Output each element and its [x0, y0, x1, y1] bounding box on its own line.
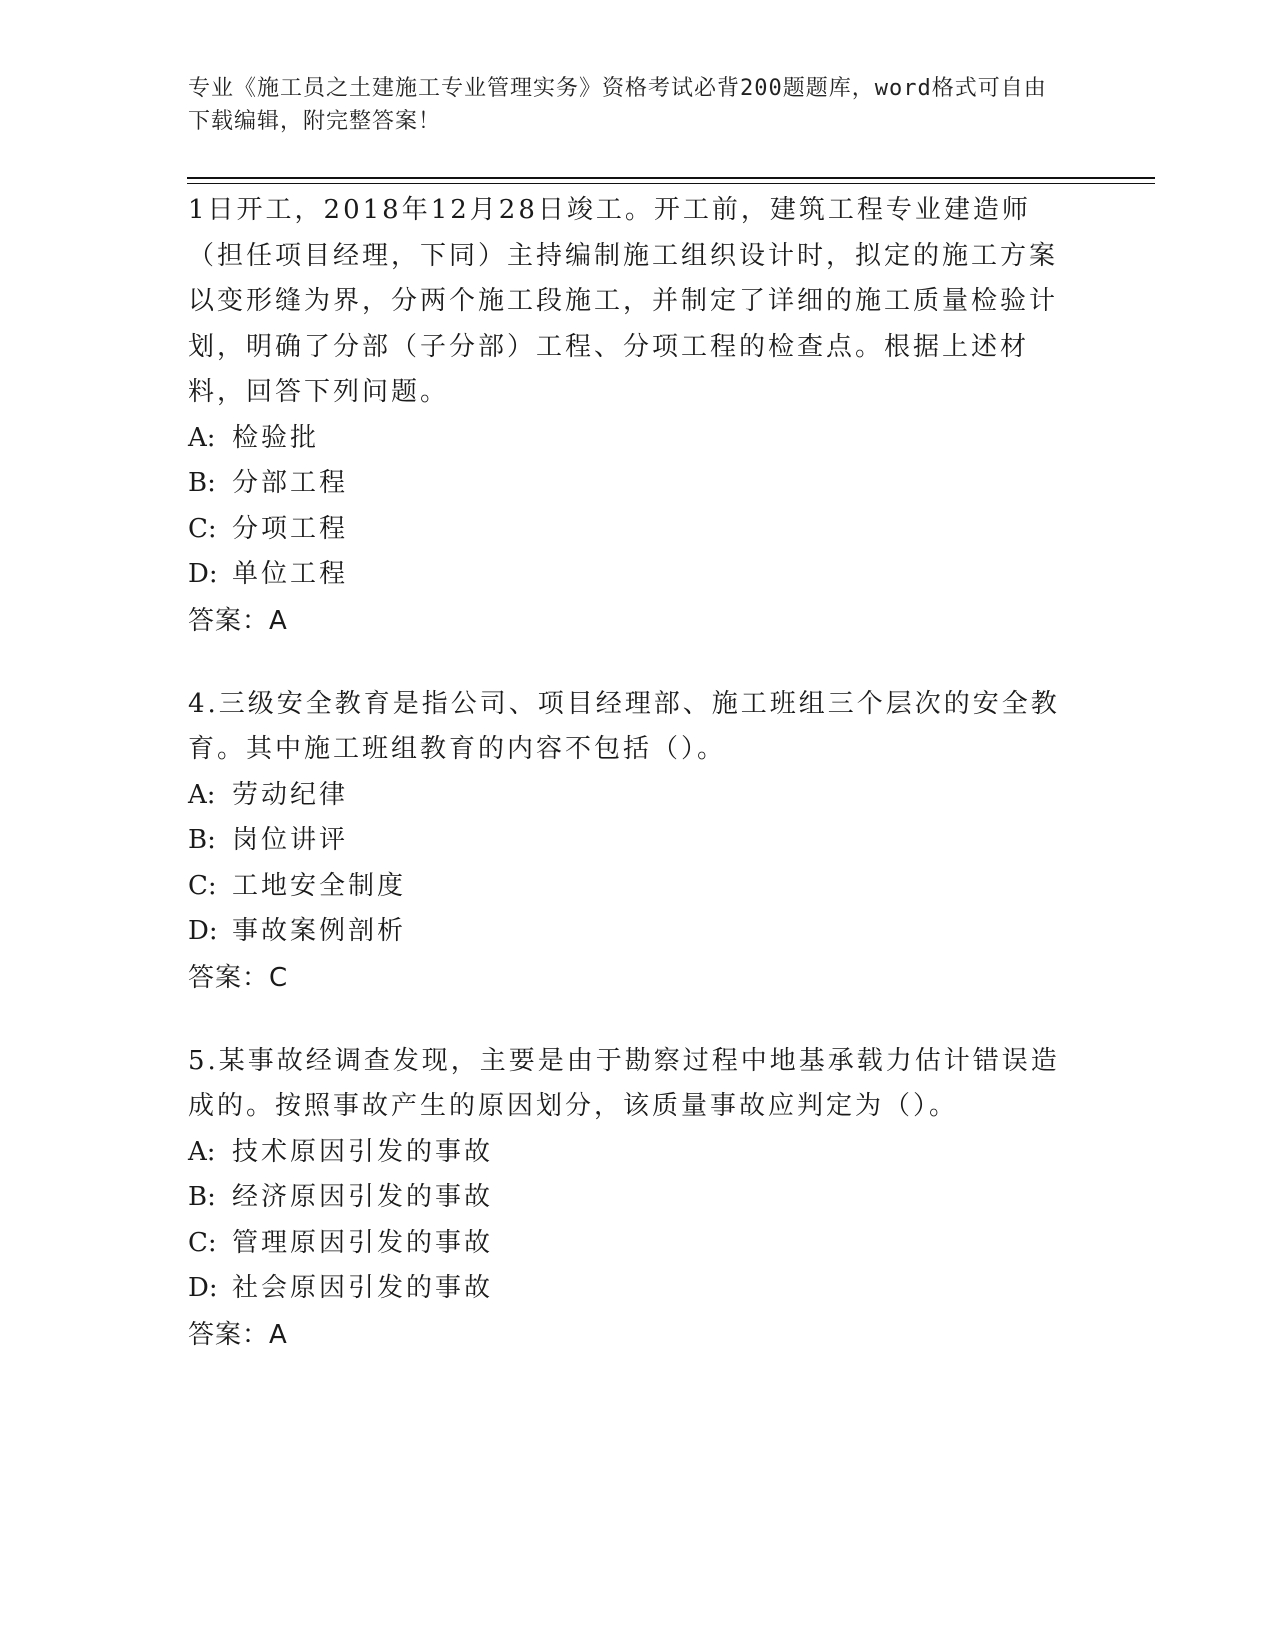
option-a: [188, 1130, 1068, 1176]
option-key: C:: [188, 1227, 217, 1258]
question-stem: 4.三级安全教育是指公司、项目经理部、施工班组三个层次的安全教育。其中施工班组教育的内容不包括（）。: [188, 688, 1060, 764]
option-c: [188, 1221, 1068, 1267]
answer-line: [188, 1312, 1068, 1358]
option-d: [188, 552, 1068, 598]
answer-value: A: [269, 1319, 288, 1350]
option-c: [188, 864, 1068, 910]
option-key: C:: [188, 870, 217, 901]
option-key: B:: [188, 1182, 216, 1212]
option-text: 单位工程: [232, 559, 349, 589]
option-d: [188, 909, 1068, 955]
option-key: A:: [188, 422, 216, 453]
option-a: [188, 416, 1068, 462]
option-text: 检验批: [232, 422, 320, 453]
option-a: [188, 773, 1068, 819]
header-divider-thick: [187, 177, 1155, 179]
question-stem: 5.某事故经调查发现，主要是由于勘察过程中地基承载力估计错误造成的。按照事故产生的原因划分，该质量事故应判定为（）。: [188, 1045, 1060, 1121]
option-d: [188, 1266, 1068, 1312]
option-c: [188, 507, 1068, 553]
answer-label: 答案：: [188, 962, 270, 993]
option-text: 工地安全制度: [232, 870, 407, 901]
answer-label: 答案：: [188, 1319, 270, 1350]
answer-value: C: [269, 962, 289, 993]
header-divider-thin: [187, 183, 1155, 184]
option-key: D:: [188, 916, 218, 946]
option-key: A:: [188, 779, 216, 810]
question-1: [188, 188, 1068, 644]
option-key: B:: [188, 825, 216, 855]
option-text: 岗位讲评: [232, 825, 349, 855]
question-5: [188, 1039, 1068, 1358]
option-text: 分部工程: [232, 468, 349, 498]
option-text: 分项工程: [232, 513, 349, 544]
option-key: D:: [188, 1273, 218, 1303]
answer-line: [188, 955, 1068, 1001]
option-b: [188, 1175, 1068, 1221]
option-text: 劳动纪律: [232, 779, 349, 810]
option-text: 事故案例剖析: [232, 916, 407, 946]
question-list: [188, 188, 1068, 1396]
option-key: A:: [188, 1136, 216, 1167]
page-header: 专业《施工员之土建施工专业管理实务》资格考试必背200题题库，word格式可自由下载编辑，附完整答案！: [188, 76, 1047, 134]
option-text: 管理原因引发的事故: [232, 1227, 494, 1258]
option-text: 经济原因引发的事故: [232, 1182, 494, 1212]
option-text: 社会原因引发的事故: [232, 1273, 494, 1303]
option-b: [188, 461, 1068, 507]
option-key: B:: [188, 468, 216, 498]
option-key: C:: [188, 513, 217, 544]
question-4: [188, 682, 1068, 1001]
question-stem: 1日开工，2018年12月28日竣工。开工前，建筑工程专业建造师（担任项目经理，下同）主持编制施工组织设计时，拟定的施工方案以变形缝为界，分两个施工段施工，并制定了详细的施工质量检验计划，明确了分部（子分部）工程、分项工程的检查点。根据上述材料，回答下列问题。: [188, 195, 1059, 407]
option-b: [188, 818, 1068, 864]
option-key: D:: [188, 559, 218, 589]
answer-line: [188, 598, 1068, 644]
answer-value: A: [269, 605, 288, 636]
option-text: 技术原因引发的事故: [232, 1136, 494, 1167]
answer-label: 答案：: [188, 605, 270, 636]
